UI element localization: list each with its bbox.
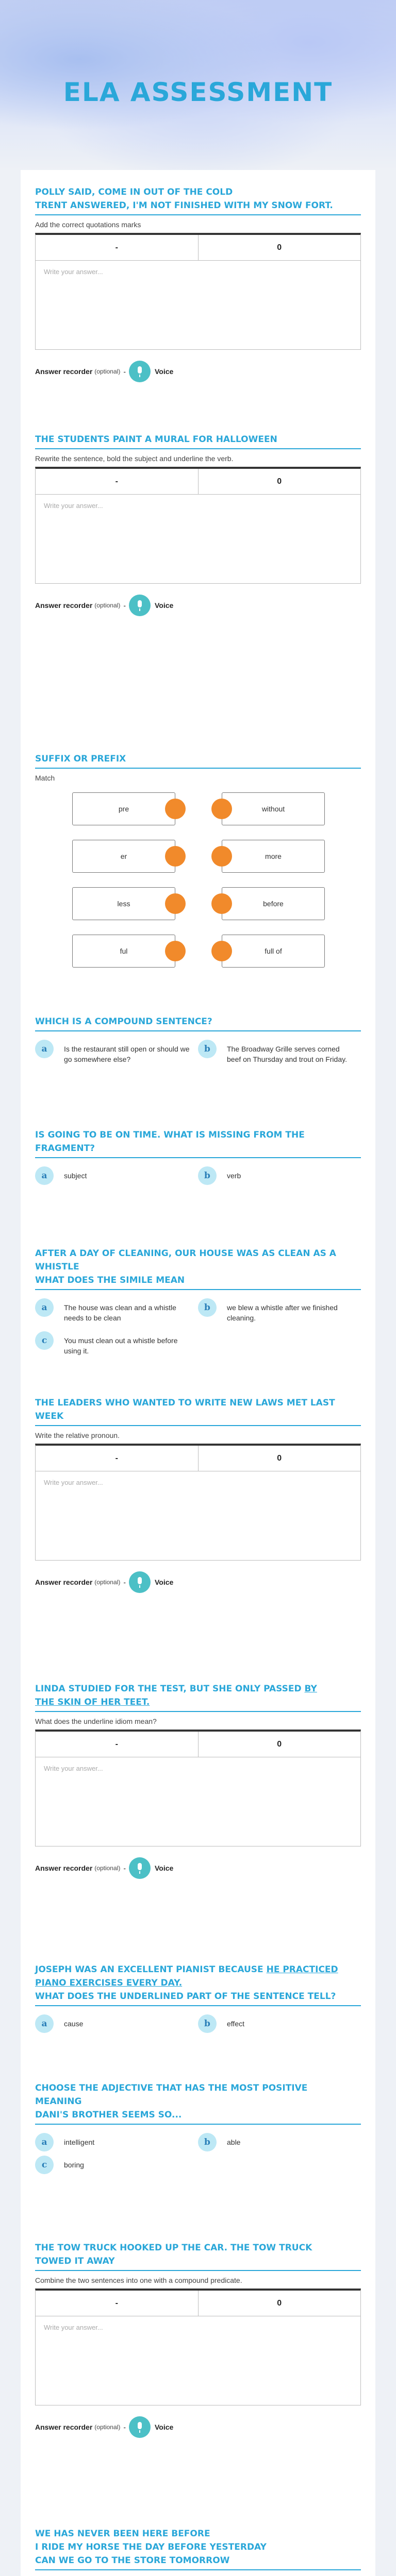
recorder-optional: (optional) <box>94 1865 121 1872</box>
question-title <box>35 1963 361 2006</box>
title-line: CHOOSE THE ADJECTIVE THAT HAS THE MOST POSITIVE <box>35 2083 308 2093</box>
underlined-text: PIANO EXERCISES EVERY DAY. <box>35 1978 183 1988</box>
voice-label: Voice <box>154 367 174 376</box>
underlined-text: THE SKIN OF HER TEET. <box>35 1697 150 1707</box>
grid-col-2: 0 <box>277 243 282 252</box>
choice-text: The Broadway Grille serves corned beef on Thursday and trout on Friday. <box>227 1045 347 1063</box>
match-right-handle[interactable] <box>211 846 232 867</box>
match-left-handle[interactable] <box>165 846 186 867</box>
question-4 <box>35 1015 361 1064</box>
choice-row <box>35 1166 361 1185</box>
choice-option[interactable] <box>35 1166 198 1185</box>
recorder-separator: - <box>123 601 126 609</box>
recorder-optional: (optional) <box>94 368 121 375</box>
answer-textarea[interactable]: Write your answer... <box>44 1479 103 1486</box>
answer-recorder <box>35 1572 361 1592</box>
assessment-form <box>21 170 375 2576</box>
question-3 <box>35 752 361 981</box>
choice-option[interactable] <box>198 1040 361 1064</box>
underlined-text: BY <box>304 1684 317 1694</box>
title-line: WHISTLE <box>35 1262 79 1272</box>
question-title <box>35 1128 361 1158</box>
choice-letter: a <box>35 1040 54 1058</box>
choice-letter: b <box>198 2014 217 2033</box>
choice-letter: c <box>35 2156 54 2174</box>
question-8 <box>35 1682 361 1878</box>
title-line: THE LEADERS WHO WANTED TO WRITE NEW LAWS MET LAST <box>35 1398 335 1408</box>
choice-row <box>35 1331 361 1356</box>
grid-header <box>36 1446 360 1471</box>
choice-text: cause <box>64 2020 84 2028</box>
title-line: MEANING <box>35 2096 82 2107</box>
recorder-label: Answer recorder <box>35 601 93 609</box>
choice-option[interactable] <box>35 2156 198 2174</box>
choice-text: intelligent <box>64 2138 95 2146</box>
grid-col-2: 0 <box>277 477 282 486</box>
question-description: Write the relative pronoun. <box>35 1431 120 1439</box>
page-title: ELA ASSESSMENT <box>63 77 333 107</box>
answer-recorder <box>35 595 361 616</box>
grid-col-2: 0 <box>277 1453 282 1463</box>
question-title <box>35 185 361 215</box>
answer-grid <box>35 1444 361 1561</box>
grid-header <box>36 2291 360 2316</box>
recorder-optional: (optional) <box>94 2424 121 2431</box>
title-line: AFTER A DAY OF CLEANING, OUR HOUSE WAS AS CLEAN AS A <box>35 1248 336 1259</box>
title-line: CAN WE GO TO THE STORE TOMORROW <box>35 2555 230 2566</box>
match-left-handle[interactable] <box>165 893 186 914</box>
question-title <box>35 1247 361 1290</box>
title-line: THE TOW TRUCK HOOKED UP THE CAR. THE TOW TRUCK <box>35 2243 312 2253</box>
title-line: TOWED IT AWAY <box>35 2256 115 2266</box>
answer-grid <box>35 467 361 584</box>
match-right-item[interactable]: before <box>222 887 325 920</box>
grid-header <box>36 235 360 261</box>
match-left-handle[interactable] <box>165 941 186 961</box>
microphone-icon[interactable] <box>129 595 151 616</box>
grid-col-2: 0 <box>277 1739 282 1749</box>
header-banner <box>0 0 396 170</box>
title-line: WEEK <box>35 1411 64 1421</box>
microphone-icon[interactable] <box>129 1857 151 1879</box>
question-description: Combine the two sentences into one with a compound predicate. <box>35 2276 242 2284</box>
answer-grid <box>35 233 361 350</box>
match-left-item[interactable]: ful <box>72 935 175 968</box>
recorder-optional: (optional) <box>94 602 121 609</box>
choice-option[interactable] <box>35 2133 198 2151</box>
matching-area <box>35 785 361 981</box>
question-7 <box>35 1396 361 1592</box>
match-left-handle[interactable] <box>165 799 186 819</box>
choice-row <box>35 2156 361 2174</box>
question-description: Match <box>35 774 55 782</box>
grid-col-1: - <box>36 235 199 260</box>
grid-col-1: - <box>36 2291 199 2316</box>
question-description: What does the underline idiom mean? <box>35 1717 157 1725</box>
voice-label: Voice <box>154 601 174 609</box>
choice-letter: a <box>35 1166 54 1185</box>
choice-letter: a <box>35 2133 54 2151</box>
recorder-separator: - <box>123 2423 126 2431</box>
question-title: SUFFIX OR PREFIX <box>35 752 361 769</box>
title-text: WHAT DOES THE UNDERLINED PART OF THE SENTENCE TELL? <box>35 1991 336 2002</box>
answer-textarea[interactable]: Write your answer... <box>44 268 103 276</box>
choice-option[interactable] <box>35 1298 198 1323</box>
question-6 <box>35 1247 361 1356</box>
choice-letter: c <box>35 1331 54 1350</box>
question-title <box>35 1396 361 1426</box>
question-title <box>35 2527 361 2570</box>
choice-text: effect <box>227 2020 244 2028</box>
answer-textarea[interactable]: Write your answer... <box>44 502 103 510</box>
question-title: THE STUDENTS PAINT A MURAL FOR HALLOWEEN <box>35 433 361 449</box>
choice-text: You must clean out a whistle before using it. <box>64 1336 178 1355</box>
choice-text: The house was clean and a whistle needs to be clean <box>64 1303 176 1322</box>
match-right-item[interactable]: full of <box>222 935 325 968</box>
question-10 <box>35 2081 361 2174</box>
match-right-handle[interactable] <box>211 799 232 819</box>
choice-text: able <box>227 2138 241 2146</box>
question-2 <box>35 433 361 616</box>
choice-text: subject <box>64 1172 87 1180</box>
match-right-handle[interactable] <box>211 893 232 914</box>
title-text: JOSEPH WAS AN EXCELLENT PIANIST BECAUSE <box>35 1964 267 1975</box>
choice-row <box>35 1040 361 1064</box>
choice-letter: b <box>198 2133 217 2151</box>
choice-row <box>35 2014 361 2033</box>
choice-option[interactable] <box>35 2014 198 2033</box>
grid-header <box>36 469 360 495</box>
choice-text: verb <box>227 1172 241 1180</box>
recorder-label: Answer recorder <box>35 1864 93 1872</box>
title-line: I RIDE MY HORSE THE DAY BEFORE YESTERDAY <box>35 2542 267 2552</box>
grid-header <box>36 1732 360 1757</box>
title-line: WE HAS NEVER BEEN HERE BEFORE <box>35 2529 210 2539</box>
question-9 <box>35 1963 361 2033</box>
answer-recorder <box>35 1858 361 1878</box>
title-line: TRENT ANSWERED, I'M NOT FINISHED WITH MY SNOW FORT. <box>35 200 333 211</box>
answer-recorder <box>35 2417 361 2437</box>
answer-textarea[interactable]: Write your answer... <box>44 2324 103 2331</box>
choice-letter: b <box>198 1040 217 1058</box>
voice-label: Voice <box>154 1864 174 1872</box>
answer-grid <box>35 2289 361 2405</box>
title-line: WHAT DOES THE SIMILE MEAN <box>35 1275 185 1285</box>
grid-col-2: 0 <box>277 2298 282 2308</box>
answer-recorder <box>35 361 361 382</box>
choice-row <box>35 1298 361 1323</box>
question-1 <box>35 185 361 382</box>
microphone-icon[interactable] <box>129 2416 151 2438</box>
question-title <box>35 1682 361 1712</box>
match-right-item[interactable]: without <box>222 792 325 825</box>
choice-letter: b <box>198 1166 217 1185</box>
grid-col-1: - <box>36 1732 199 1757</box>
question-title <box>35 2081 361 2125</box>
recorder-label: Answer recorder <box>35 367 93 376</box>
answer-grid <box>35 1730 361 1846</box>
title-text: LINDA STUDIED FOR THE TEST, BUT SHE ONLY PASSED <box>35 1684 305 1694</box>
choice-option[interactable] <box>198 2014 361 2033</box>
recorder-separator: - <box>123 1864 126 1872</box>
choice-letter: a <box>35 2014 54 2033</box>
choice-text: we blew a whistle after we finished cleaning. <box>227 1303 338 1322</box>
title-line: FRAGMENT? <box>35 1143 95 1154</box>
question-12 <box>35 2527 361 2576</box>
match-left-item[interactable]: less <box>72 887 175 920</box>
choice-text: Is the restaurant still open or should we go somewhere else? <box>64 1045 190 1063</box>
question-5 <box>35 1128 361 1185</box>
question-title: WHICH IS A COMPOUND SENTENCE? <box>35 1015 361 1031</box>
microphone-icon[interactable] <box>129 361 151 382</box>
grid-col-1: - <box>36 469 199 494</box>
match-right-item[interactable]: more <box>222 840 325 873</box>
match-left-item[interactable]: er <box>72 840 175 873</box>
match-right-handle[interactable] <box>211 941 232 961</box>
title-line: DANI'S BROTHER SEEMS SO... <box>35 2110 182 2120</box>
recorder-label: Answer recorder <box>35 1578 93 1586</box>
title-line: POLLY SAID, COME IN OUT OF THE COLD <box>35 187 233 197</box>
match-left-item[interactable]: pre <box>72 792 175 825</box>
recorder-separator: - <box>123 367 126 376</box>
choice-text: boring <box>64 2161 84 2169</box>
question-description: Add the correct quotations marks <box>35 221 141 229</box>
choice-option[interactable] <box>198 2133 361 2151</box>
answer-textarea[interactable]: Write your answer... <box>44 1765 103 1772</box>
recorder-label: Answer recorder <box>35 2423 93 2431</box>
choice-row <box>35 2133 361 2151</box>
choice-option[interactable] <box>198 1298 361 1323</box>
choice-letter: b <box>198 1298 217 1317</box>
grid-col-1: - <box>36 1446 199 1471</box>
title-line: IS GOING TO BE ON TIME. WHAT IS MISSING FROM THE <box>35 1130 305 1140</box>
question-title <box>35 2241 361 2271</box>
choice-option[interactable] <box>198 1166 361 1185</box>
recorder-separator: - <box>123 1578 126 1586</box>
microphone-icon[interactable] <box>129 1571 151 1593</box>
question-description: Rewrite the sentence, bold the subject and underline the verb. <box>35 454 234 463</box>
voice-label: Voice <box>154 1578 174 1586</box>
recorder-optional: (optional) <box>94 1579 121 1586</box>
question-11 <box>35 2241 361 2437</box>
choice-option[interactable] <box>35 1040 198 1064</box>
choice-option[interactable] <box>35 1331 198 1356</box>
voice-label: Voice <box>154 2423 174 2431</box>
underlined-text: HE PRACTICED <box>266 1964 338 1975</box>
choice-letter: a <box>35 1298 54 1317</box>
